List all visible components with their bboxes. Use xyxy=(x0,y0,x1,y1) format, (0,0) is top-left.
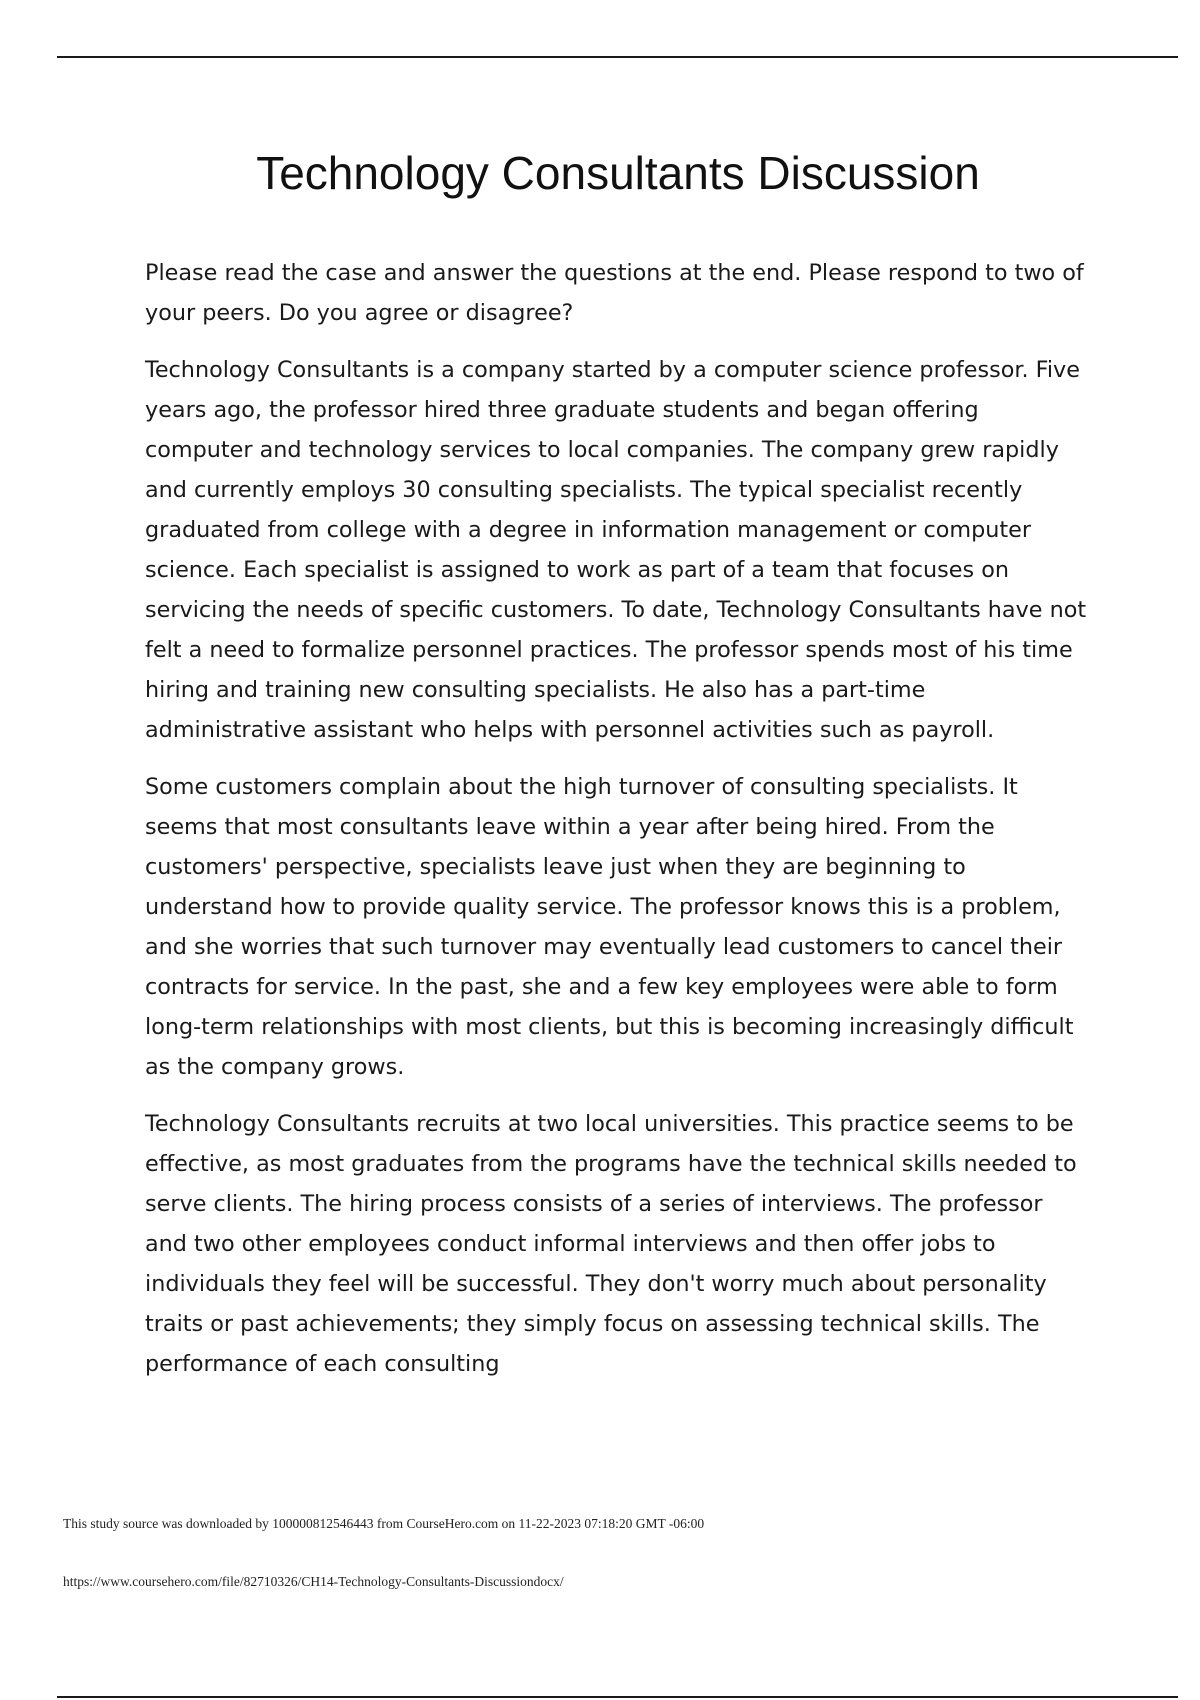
paragraph-instructions: Please read the case and answer the questions at the end. Please respond to two of your peers. Do you agree or disagree? xyxy=(145,260,1084,326)
bottom-divider xyxy=(57,1696,1178,1698)
download-source-notice: This study source was downloaded by 100000812546443 from CourseHero.com on 11-22-2023 07:18:20 GMT -06:00 xyxy=(63,1516,705,1531)
paragraph-company-background: Technology Consultants is a company started by a computer science professor. Five years ago, the professor hired three graduate students and began offering computer and technology services to local companies. The company grew rapidly and currently employs 30 consulting specialists. The typical specialist recently graduated from college with a degree in information management or computer science. Each specialist is assigned to work as part of a team that focuses on servicing the needs of specific customers. To date, Technology Consultants have not felt a need to formalize personnel practices. The professor spends most of his time hiring and training new consulting specialists. He also has a part-time administrative assistant who helps with personnel activities such as payroll. xyxy=(145,357,1087,743)
paragraph-turnover-problem: Some customers complain about the high turnover of consulting specialists. It seems that most consultants leave within a year after being hired. From the customers' perspective, specialists leave just when they are beginning to understand how to provide quality service. The professor knows this is a problem, and she worries that such turnover may eventually lead customers to cancel their contracts for service. In the past, she and a few key employees were able to form long-term relationships with most clients, but this is becoming increasingly difficult as the company grows. xyxy=(145,774,1074,1080)
document-title: Technology Consultants Discussion xyxy=(256,147,980,199)
source-url[interactable]: https://www.coursehero.com/file/82710326/CH14-Technology-Consultants-Discussiondocx/ xyxy=(63,1574,564,1589)
paragraph-recruiting: Technology Consultants recruits at two local universities. This practice seems to be effective, as most graduates from the programs have the technical skills needed to serve clients. The hiring process consists of a series of interviews. The professor and two other employees conduct informal interviews and then offer jobs to individuals they feel will be successful. They don't worry much about personality traits or past achievements; they simply focus on assessing technical skills. The performance of each consulting xyxy=(145,1111,1077,1377)
document-body xyxy=(145,253,1090,1401)
top-divider xyxy=(57,56,1178,58)
